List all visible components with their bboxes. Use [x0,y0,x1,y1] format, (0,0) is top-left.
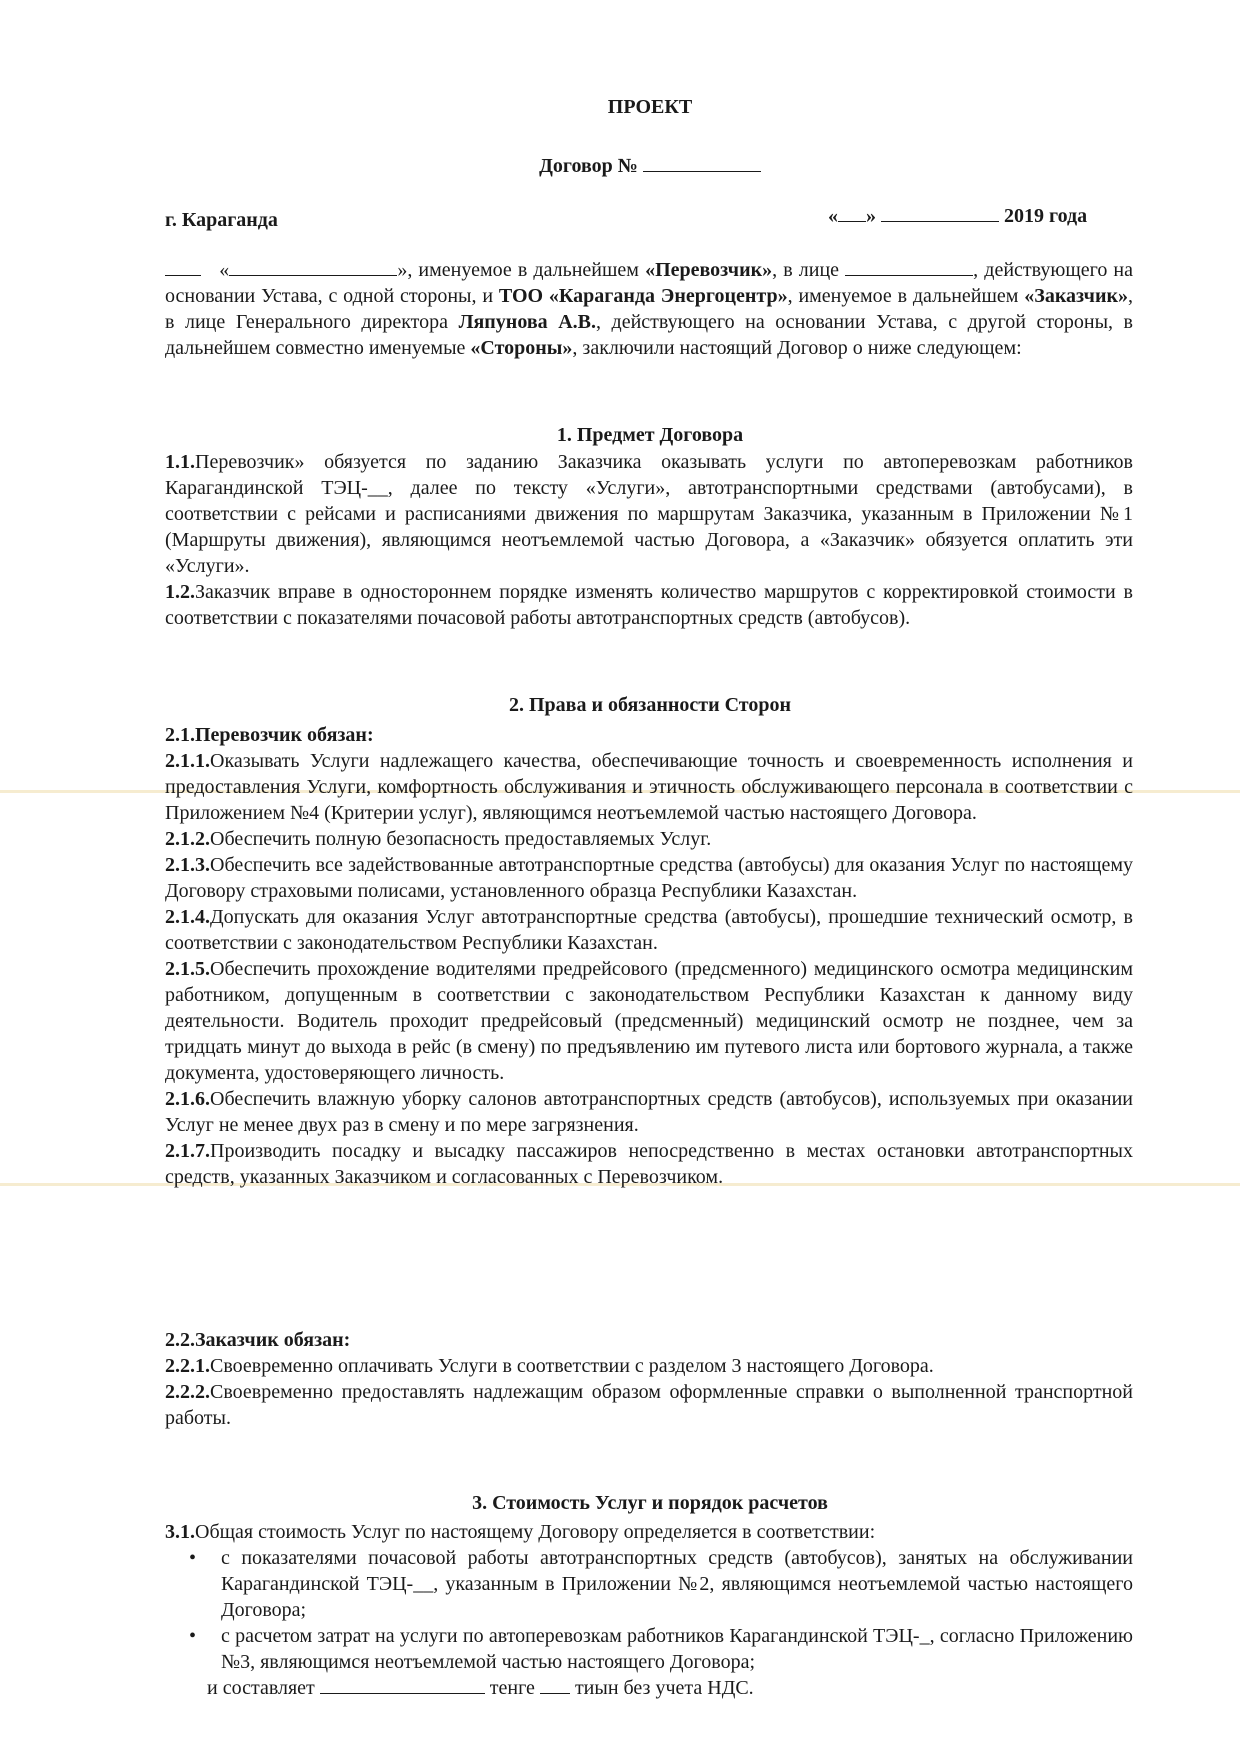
cost-basis-item: • с расчетом затрат на услуги по автоперевозкам работников Карагандинской ТЭЦ-_, согласно Приложению №3, являющимся неотъемлемой частью настоящего Договора; [221,1623,1133,1675]
contract-title-text: Договор № [539,155,638,177]
clause-2-1-3 [165,852,1133,904]
clause-text: Обеспечить полную безопасность предоставляемых Услуг. [210,828,712,850]
customer-term: «Заказчик» [1024,285,1129,307]
date-day-blank [838,203,866,222]
section-2-body [165,722,1133,1190]
clause-number: 2.1.5. [165,958,210,980]
section-2-title: 2. Права и обязанности Сторон [508,694,792,716]
clause-text: Обеспечить все задействованные автотранспортные средства (автобусы) для оказания Услуг по настоящему Договору страховыми полисами, установленного образца Республики Казахстан. [165,854,1133,902]
total-text: тиын без учета НДС. [569,1677,754,1699]
clause-text: Общая стоимость Услуг по настоящему Договору определяется в соответствии: [195,1521,876,1543]
clause-text: Своевременно оплачивать Услуги в соответствии с разделом 3 настоящего Договора. [210,1355,934,1377]
clause-2-1-7 [165,1138,1133,1190]
clause-2-1-2 [165,826,1133,852]
subsection-2-2-title [165,1327,1133,1353]
clause-number: 2.1.7. [165,1140,210,1162]
cost-basis-item: • с показателями почасовой работы автотранспортных средств (автобусов), занятых на обслуживании Карагандинской ТЭЦ-__, указанным в Приложении №2, являющимся неотъемлемой частью настоящего Договора; [221,1545,1133,1623]
preamble-paragraph: « », именуемое в дальнейшем «Перевозчик», в лице , действующего на основании Устава, с одной стороны, и ТОО «Караганда Энергоцентр», именуемое в дальнейшем «Заказчик», в лице Генерального директора Ляпунова А.В., действующего на основании Устава, с другой стороны, в дальнейшем совместно именуемые «Стороны», заключили настоящий Договор о ниже следующем: [165,259,1134,359]
subsection-2-1 [165,722,1133,748]
city-label: г. Караганда [165,209,278,231]
clause-text: Допускать для оказания Услуг автотранспортные средства (автобусы), прошедшие технический осмотр, в соответствии с законодательством Республики Казахстан. [165,906,1133,954]
contract-title [0,153,1240,178]
clause-number: 2.1.2. [165,828,210,850]
preamble-text: , именуемое в дальнейшем [787,285,1025,307]
total-amount-line [165,1675,1133,1701]
clause-number: 1.2. [165,581,195,603]
clause-2-2-1 [165,1353,1133,1379]
total-tiyn-blank [540,1675,570,1694]
clause-1-1 [165,449,1133,579]
carrier-term: «Перевозчик» [645,259,773,281]
date-open-quote: « [828,205,838,227]
total-tenge-blank [320,1675,485,1694]
date-month-blank [881,203,999,222]
clause-number: 2.1.3. [165,854,210,876]
preamble [165,257,1133,361]
date-year: 2019 года [1004,205,1088,227]
section-1-title: 1. Предмет Договора [556,424,744,446]
clause-text: Обеспечить влажную уборку салонов автотранспортных средств (автобусов), используемых при оказании Услуг не менее двух раз в смену и по мере загрязнения. [165,1088,1133,1136]
clause-2-2-2 [165,1379,1133,1431]
clause-number: 2.2.1. [165,1355,210,1377]
clause-1-2 [165,579,1133,631]
clause-number: 2.2.2. [165,1381,210,1403]
carrier-name-blank [229,257,397,276]
clause-number: 3.1. [165,1521,195,1543]
clause-number: 2.1.4. [165,906,210,928]
clause-2-1-4 [165,904,1133,956]
clause-2-1-1 [165,748,1133,826]
preamble-text: , в лице Генерального директора [165,285,1134,333]
date-close-quote: » [866,205,876,227]
clause-text: Производить посадку и высадку пассажиров непосредственно в местах остановки автотранспортных средств, указанных Заказчиком и согласованных с Перевозчиком. [165,1140,1133,1188]
section-1-body [165,449,1133,631]
org-form-blank [165,257,201,276]
preamble-text: , заключили настоящий Договор о ниже следующем: [572,337,1022,359]
total-text: и составляет [207,1677,320,1699]
clause-number: 2.1.6. [165,1088,210,1110]
preamble-text: , в лице [772,259,846,281]
contract-date [828,203,1087,228]
subsection-title: 2.1.Перевозчик обязан: [165,724,374,746]
section-3-title: 3. Стоимость Услуг и порядок расчетов [472,1492,828,1514]
clause-3-1 [165,1519,1133,1545]
clause-number: 1.1. [165,451,195,473]
section-3-body [165,1519,1133,1701]
director-name: Ляпунова А.В. [458,311,596,333]
clause-text: Заказчик вправе в одностороннем порядке изменять количество маршрутов с корректировкой стоимости в соответствии с показателями почасовой работы автотранспортных средств (автобусов). [165,581,1133,629]
cost-basis-list [165,1545,1133,1675]
clause-2-1-5 [165,956,1133,1086]
project-stamp: ПРОЕКТ [607,96,693,118]
clause-text: Своевременно предоставлять надлежащим образом оформленные справки о выполненной транспортной работы. [165,1381,1133,1429]
preamble-text: действующего на основании Устава, с одной стороны, и [165,259,1134,307]
clause-text: Перевозчик» обязуется по заданию Заказчика оказывать услуги по автоперевозкам работников Карагандинской ТЭЦ-__, далее по тексту «Услуги», автотранспортными средствами (автобусами), в соответствии с рейсами и расписаниями движения по маршрутам Заказчика, указанным в Приложении №1 (Маршруты движения), являющимся неотъемлемой частью Договора, а «Заказчик» обязуется оплатить эти «Услуги». [165,451,1133,577]
customer-org: ТОО «Караганда Энергоцентр» [498,285,788,307]
preamble-text: , действующего на основании Устава, с другой стороны, в дальнейшем совместно именуемые [165,311,1134,359]
clause-number: 2.1.1. [165,750,210,772]
carrier-rep-blank [845,257,973,276]
preamble-text: », именуемое в дальнейшем [397,259,646,281]
parties-term: «Стороны» [470,337,573,359]
total-text: тенге [484,1677,540,1699]
clause-text: Оказывать Услуги надлежащего качества, обеспечивающие точность и своевременность исполнения и предоставления Услуги, комфортность обслуживания и этичность обслуживающего персонала в соответствии с Приложением №4 (Критерии услуг), являющимся неотъемлемой частью настоящего Договора. [165,750,1133,824]
clause-text: Обеспечить прохождение водителями предрейсового (предсменного) медицинского осмотра медицинским работником, допущенным в соответствии с законодательством Республики Казахстан к данному виду деятельности. Водитель проходит предрейсовый (предсменный) медицинский осмотр не позднее, чем за тридцать минут до выхода в рейс (в смену) по предъявлению им путевого листа или бортового журнала, а также документа, удостоверяющего личность. [165,958,1133,1084]
subsection-title: 2.2.Заказчик обязан: [165,1329,351,1351]
clause-2-1-6 [165,1086,1133,1138]
contract-number-blank [643,153,761,172]
subsection-2-2 [165,1327,1133,1431]
